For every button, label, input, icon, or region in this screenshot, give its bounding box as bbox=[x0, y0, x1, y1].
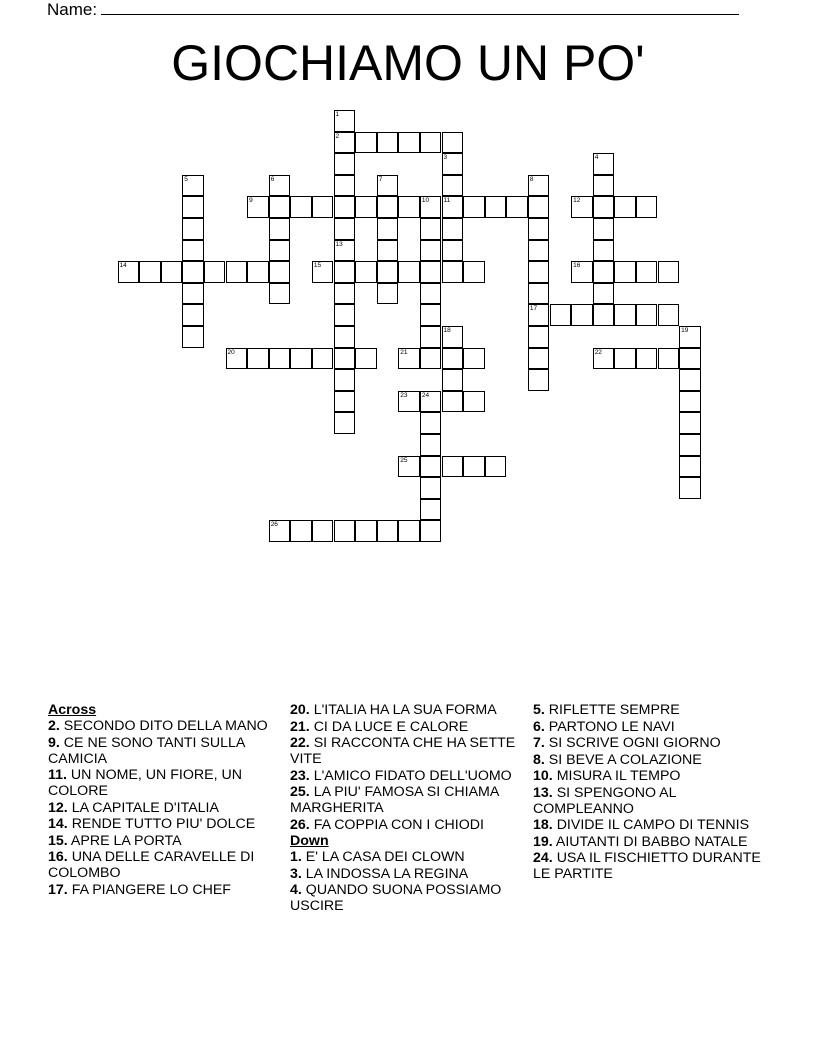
down-clue bbox=[533, 850, 761, 882]
clue-column-2 bbox=[290, 702, 518, 915]
clue-text: PARTONO LE NAVI bbox=[548, 718, 675, 735]
clue-text: SECONDO DITO DELLA MANO bbox=[63, 718, 268, 734]
crossword-cell[interactable] bbox=[593, 196, 615, 218]
crossword-cell[interactable] bbox=[679, 348, 701, 370]
cell-number: 18 bbox=[443, 327, 451, 334]
crossword-cell[interactable] bbox=[528, 326, 550, 348]
crossword-cell[interactable] bbox=[334, 132, 356, 154]
crossword-cell[interactable] bbox=[182, 304, 204, 326]
clue-text: UNA DELLE CARAVELLE DI COLOMBO bbox=[48, 849, 255, 881]
down-clue bbox=[533, 834, 761, 850]
crossword-cell[interactable] bbox=[420, 261, 442, 283]
clue-number: 3. bbox=[290, 865, 302, 882]
clue-text: RENDE TUTTO PIU' DOLCE bbox=[71, 816, 256, 832]
cell-number: 6 bbox=[270, 175, 275, 183]
crossword-cell[interactable] bbox=[398, 520, 420, 542]
crossword-cell[interactable] bbox=[636, 196, 658, 218]
crossword-cell[interactable] bbox=[528, 348, 550, 370]
down-clue bbox=[290, 849, 518, 865]
crossword-cell[interactable] bbox=[269, 261, 291, 283]
clue-number: 2. bbox=[48, 718, 60, 734]
crossword-cell[interactable] bbox=[182, 196, 204, 218]
crossword-cell[interactable] bbox=[247, 196, 269, 218]
crossword-cell[interactable] bbox=[614, 348, 636, 370]
clue-number: 17. bbox=[48, 881, 68, 898]
cell-number: 8 bbox=[529, 175, 534, 183]
crossword-cell[interactable] bbox=[420, 434, 442, 456]
crossword-cell[interactable] bbox=[334, 153, 356, 175]
crossword-cell[interactable] bbox=[355, 132, 377, 154]
crossword-cell[interactable] bbox=[161, 261, 183, 283]
clue-number: 1. bbox=[290, 849, 302, 865]
crossword-cell[interactable] bbox=[182, 240, 204, 262]
clue-number: 7. bbox=[533, 735, 545, 751]
cell-number: 3 bbox=[443, 154, 448, 162]
crossword-cell[interactable] bbox=[204, 261, 226, 283]
crossword-cell[interactable] bbox=[528, 175, 550, 197]
clue-number: 26. bbox=[290, 816, 310, 833]
crossword-cell[interactable] bbox=[442, 132, 464, 154]
crossword-cell[interactable] bbox=[182, 326, 204, 348]
crossword-cell[interactable] bbox=[442, 153, 464, 175]
crossword-cell[interactable] bbox=[398, 261, 420, 283]
crossword-cell[interactable] bbox=[463, 391, 485, 413]
crossword-cell[interactable] bbox=[269, 240, 291, 262]
down-clue bbox=[533, 785, 761, 817]
clue-number: 8. bbox=[533, 751, 545, 768]
clue-text: DIVIDE IL CAMPO DI TENNIS bbox=[556, 817, 750, 833]
clue-text: RIFLETTE SEMPRE bbox=[548, 702, 680, 718]
crossword-cell[interactable] bbox=[398, 132, 420, 154]
cell-number: 23 bbox=[400, 391, 408, 399]
crossword-cell[interactable] bbox=[679, 326, 701, 348]
clue-text: CE NE SONO TANTI SULLA CAMICIA bbox=[48, 734, 245, 767]
crossword-cell[interactable] bbox=[614, 196, 636, 218]
crossword-cell[interactable] bbox=[355, 520, 377, 542]
crossword-cell[interactable] bbox=[247, 261, 269, 283]
clue-number: 22. bbox=[290, 735, 310, 751]
clue-text: SI BEVE A COLAZIONE bbox=[548, 751, 702, 768]
cell-number: 12 bbox=[573, 197, 581, 205]
crossword-cell[interactable] bbox=[636, 304, 658, 326]
clue-number: 20. bbox=[290, 702, 310, 718]
cell-number: 13 bbox=[335, 240, 343, 248]
down-heading: Down bbox=[290, 833, 329, 849]
cell-number: 7 bbox=[378, 175, 383, 183]
crossword-cell[interactable] bbox=[312, 261, 334, 283]
crossword-cell[interactable] bbox=[312, 196, 334, 218]
crossword-cell[interactable] bbox=[463, 456, 485, 478]
clue-text: QUANDO SUONA POSSIAMO USCIRE bbox=[290, 882, 502, 914]
crossword-cell[interactable] bbox=[334, 110, 356, 132]
crossword-cell[interactable] bbox=[334, 304, 356, 326]
crossword-cell[interactable] bbox=[226, 348, 248, 370]
clue-number: 25. bbox=[290, 784, 310, 800]
crossword-cell[interactable] bbox=[420, 499, 442, 521]
crossword-cell[interactable] bbox=[420, 283, 442, 305]
crossword-cell[interactable] bbox=[269, 520, 291, 542]
crossword-cell[interactable] bbox=[420, 456, 442, 478]
cell-number: 10 bbox=[421, 197, 430, 205]
crossword-cell[interactable] bbox=[398, 456, 420, 478]
cell-number: 11 bbox=[443, 197, 451, 205]
crossword-cell[interactable] bbox=[182, 283, 204, 305]
clue-number: 19. bbox=[533, 833, 553, 850]
clue-number: 13. bbox=[533, 784, 553, 801]
clue-number: 5. bbox=[533, 702, 545, 718]
crossword-cell[interactable] bbox=[442, 218, 464, 240]
crossword-cell[interactable] bbox=[442, 261, 464, 283]
crossword-cell[interactable] bbox=[334, 326, 356, 348]
clue-number: 16. bbox=[48, 849, 68, 865]
across-clue bbox=[290, 784, 518, 816]
crossword-cell[interactable] bbox=[290, 196, 312, 218]
clue-column-3 bbox=[533, 702, 761, 883]
crossword-cell[interactable] bbox=[614, 261, 636, 283]
clue-column-1 bbox=[48, 702, 276, 898]
crossword-cell[interactable] bbox=[355, 348, 377, 370]
across-clue bbox=[48, 718, 276, 734]
crossword-cell[interactable] bbox=[571, 261, 593, 283]
crossword-cell[interactable] bbox=[334, 412, 356, 434]
cell-number: 16 bbox=[573, 262, 581, 270]
crossword-cell[interactable] bbox=[290, 348, 312, 370]
crossword-cell[interactable] bbox=[377, 196, 399, 218]
crossword-cell[interactable] bbox=[377, 240, 399, 262]
crossword-cell[interactable] bbox=[442, 196, 464, 218]
crossword-cell[interactable] bbox=[593, 240, 615, 262]
crossword-cell[interactable] bbox=[528, 369, 550, 391]
crossword-cell[interactable] bbox=[420, 326, 442, 348]
crossword-cell[interactable] bbox=[182, 175, 204, 197]
clue-text: AIUTANTI DI BABBO NATALE bbox=[555, 833, 748, 850]
cell-number: 1 bbox=[335, 111, 340, 118]
crossword-cell[interactable] bbox=[593, 261, 615, 283]
crossword-cell[interactable] bbox=[420, 132, 442, 154]
clue-text: USA IL FISCHIETTO DURANTE LE PARTITE bbox=[533, 850, 761, 882]
crossword-cell[interactable] bbox=[528, 304, 550, 326]
clue-text: E' LA CASA DEI CLOWN bbox=[305, 849, 465, 865]
crossword-cell[interactable] bbox=[420, 196, 442, 218]
crossword-cell[interactable] bbox=[355, 261, 377, 283]
crossword-cell[interactable] bbox=[528, 218, 550, 240]
crossword-cell[interactable] bbox=[679, 412, 701, 434]
across-clue bbox=[48, 849, 276, 881]
cell-number: 26 bbox=[270, 521, 278, 529]
down-clue bbox=[533, 768, 761, 784]
crossword-cell[interactable] bbox=[463, 261, 485, 283]
crossword-cell[interactable] bbox=[334, 175, 356, 197]
clue-text: L'AMICO FIDATO DELL'UOMO bbox=[313, 767, 512, 784]
crossword-cell[interactable] bbox=[506, 196, 528, 218]
crossword-cell[interactable] bbox=[269, 283, 291, 305]
crossword-cell[interactable] bbox=[398, 196, 420, 218]
crossword-cell[interactable] bbox=[312, 520, 334, 542]
across-clue bbox=[290, 702, 518, 718]
crossword-cell[interactable] bbox=[463, 196, 485, 218]
crossword-cell[interactable] bbox=[593, 175, 615, 197]
clue-text: MISURA IL TEMPO bbox=[556, 768, 681, 784]
crossword-cell[interactable] bbox=[442, 456, 464, 478]
cell-number: 2 bbox=[335, 132, 340, 140]
cell-number: 19 bbox=[681, 327, 689, 334]
crossword-cell[interactable] bbox=[226, 261, 248, 283]
across-clue bbox=[48, 833, 276, 849]
cell-number: 25 bbox=[400, 456, 408, 464]
crossword-cell[interactable] bbox=[334, 391, 356, 413]
crossword-cell[interactable] bbox=[420, 218, 442, 240]
crossword-cell[interactable] bbox=[614, 304, 636, 326]
clue-text: LA INDOSSA LA REGINA bbox=[305, 865, 469, 882]
crossword-cell[interactable] bbox=[420, 477, 442, 499]
crossword-cell[interactable] bbox=[528, 196, 550, 218]
crossword-cell[interactable] bbox=[182, 218, 204, 240]
crossword-cell[interactable] bbox=[442, 326, 464, 348]
clue-number: 14. bbox=[48, 816, 68, 832]
crossword-cell[interactable] bbox=[420, 412, 442, 434]
crossword-cell[interactable] bbox=[334, 196, 356, 218]
crossword-cell[interactable] bbox=[290, 520, 312, 542]
clue-text: L'ITALIA HA LA SUA FORMA bbox=[313, 702, 497, 718]
crossword-cell[interactable] bbox=[247, 348, 269, 370]
cell-number: 15 bbox=[313, 262, 322, 270]
clue-text: APRE LA PORTA bbox=[70, 832, 182, 849]
crossword-cell[interactable] bbox=[398, 391, 420, 413]
clue-text: FA PIANGERE LO CHEF bbox=[71, 881, 231, 898]
down-clue bbox=[290, 866, 518, 882]
down-clue bbox=[533, 702, 761, 718]
cell-number: 14 bbox=[119, 262, 127, 270]
cell-number: 9 bbox=[249, 197, 253, 205]
crossword-cell[interactable] bbox=[679, 456, 701, 478]
crossword-cell[interactable] bbox=[269, 218, 291, 240]
down-clue bbox=[533, 817, 761, 833]
crossword-cell[interactable] bbox=[442, 240, 464, 262]
crossword-cell[interactable] bbox=[679, 391, 701, 413]
crossword-cell[interactable] bbox=[658, 261, 680, 283]
down-clue bbox=[533, 719, 761, 735]
clue-text: SI SCRIVE OGNI GIORNO bbox=[548, 735, 721, 751]
clue-number: 10. bbox=[533, 768, 553, 784]
clue-number: 23. bbox=[290, 767, 310, 784]
crossword-cell[interactable] bbox=[334, 240, 356, 262]
crossword-cell[interactable] bbox=[334, 283, 356, 305]
crossword-cell[interactable] bbox=[312, 348, 334, 370]
crossword-cell[interactable] bbox=[571, 304, 593, 326]
crossword-cell[interactable] bbox=[118, 261, 140, 283]
clue-number: 9. bbox=[48, 734, 60, 751]
clue-number: 18. bbox=[533, 817, 553, 833]
crossword-cell[interactable] bbox=[182, 261, 204, 283]
crossword-cell[interactable] bbox=[355, 196, 377, 218]
down-clue bbox=[290, 882, 518, 914]
page-title: GIOCHIAMO UN PO' bbox=[171, 35, 645, 91]
crossword-cell[interactable] bbox=[528, 240, 550, 262]
clue-number: 6. bbox=[533, 718, 545, 735]
across-clue bbox=[290, 719, 518, 735]
clue-text: SI RACCONTA CHE HA SETTE VITE bbox=[290, 735, 516, 767]
across-clue bbox=[290, 768, 518, 784]
name-label: Name: bbox=[47, 0, 98, 19]
cell-number: 4 bbox=[594, 154, 599, 162]
crossword-cell[interactable] bbox=[550, 304, 572, 326]
crossword-cell[interactable] bbox=[334, 369, 356, 391]
across-clue bbox=[48, 816, 276, 832]
crossword-cell[interactable] bbox=[593, 348, 615, 370]
crossword-cell[interactable] bbox=[636, 261, 658, 283]
clue-number: 24. bbox=[533, 850, 553, 866]
crossword-cell[interactable] bbox=[420, 240, 442, 262]
crossword-cell[interactable] bbox=[377, 520, 399, 542]
cell-number: 17 bbox=[529, 305, 538, 313]
across-clue bbox=[290, 735, 518, 767]
crossword-cell[interactable] bbox=[528, 283, 550, 305]
crossword-cell[interactable] bbox=[377, 261, 399, 283]
crossword-cell[interactable] bbox=[420, 520, 442, 542]
crossword-cell[interactable] bbox=[593, 218, 615, 240]
clue-text: LA CAPITALE D'ITALIA bbox=[71, 799, 219, 816]
crossword-cell[interactable] bbox=[442, 175, 464, 197]
crossword-cell[interactable] bbox=[658, 304, 680, 326]
crossword-cell[interactable] bbox=[463, 348, 485, 370]
crossword-cell[interactable] bbox=[377, 175, 399, 197]
crossword-cell[interactable] bbox=[420, 348, 442, 370]
crossword-cell[interactable] bbox=[679, 369, 701, 391]
clue-number: 21. bbox=[290, 718, 310, 735]
clue-text: CI DA LUCE E CALORE bbox=[313, 718, 469, 735]
across-clue bbox=[290, 817, 518, 833]
across-heading: Across bbox=[48, 702, 97, 718]
crossword-cell[interactable] bbox=[334, 520, 356, 542]
crossword-cell[interactable] bbox=[377, 218, 399, 240]
crossword-cell[interactable] bbox=[398, 348, 420, 370]
crossword-cell[interactable] bbox=[528, 261, 550, 283]
crossword-cell[interactable] bbox=[679, 477, 701, 499]
crossword-cell[interactable] bbox=[442, 391, 464, 413]
clue-text: UN NOME, UN FIORE, UN COLORE bbox=[48, 767, 242, 799]
clue-number: 15. bbox=[48, 832, 68, 849]
crossword-cell[interactable] bbox=[636, 348, 658, 370]
across-clue bbox=[48, 800, 276, 816]
crossword-cell[interactable] bbox=[334, 218, 356, 240]
crossword-cell[interactable] bbox=[334, 261, 356, 283]
crossword-cell[interactable] bbox=[485, 456, 507, 478]
across-clue bbox=[48, 735, 276, 767]
crossword-cell[interactable] bbox=[269, 175, 291, 197]
crossword-cell[interactable] bbox=[593, 304, 615, 326]
crossword-cell[interactable] bbox=[593, 283, 615, 305]
crossword-cell[interactable] bbox=[420, 391, 442, 413]
across-clue bbox=[48, 767, 276, 799]
crossword-cell[interactable] bbox=[571, 196, 593, 218]
crossword-cell[interactable] bbox=[442, 348, 464, 370]
crossword-cell[interactable] bbox=[139, 261, 161, 283]
across-clue bbox=[48, 882, 276, 898]
crossword-cell[interactable] bbox=[420, 304, 442, 326]
crossword-cell[interactable] bbox=[377, 283, 399, 305]
cell-number: 20 bbox=[227, 348, 235, 356]
cell-number: 22 bbox=[594, 348, 602, 356]
crossword-cell[interactable] bbox=[269, 196, 291, 218]
crossword-cell[interactable] bbox=[334, 348, 356, 370]
clue-number: 4. bbox=[290, 882, 302, 898]
crossword-cell[interactable] bbox=[377, 132, 399, 154]
crossword-cell[interactable] bbox=[658, 348, 680, 370]
clue-number: 12. bbox=[48, 799, 68, 816]
crossword-cell[interactable] bbox=[269, 348, 291, 370]
down-clue bbox=[533, 752, 761, 768]
clue-text: SI SPENGONO AL COMPLEANNO bbox=[533, 784, 677, 817]
cell-number: 5 bbox=[184, 175, 188, 183]
crossword-cell[interactable] bbox=[442, 369, 464, 391]
cell-number: 24 bbox=[421, 391, 430, 399]
clue-number: 11. bbox=[48, 767, 67, 783]
down-clue bbox=[533, 735, 761, 751]
cell-number: 21 bbox=[400, 348, 408, 356]
crossword-cell[interactable] bbox=[593, 153, 615, 175]
clue-text: FA COPPIA CON I CHIODI bbox=[313, 816, 484, 833]
clue-text: LA PIU' FAMOSA SI CHIAMA MARGHERITA bbox=[290, 784, 499, 816]
crossword-cell[interactable] bbox=[679, 434, 701, 456]
crossword-cell[interactable] bbox=[485, 196, 507, 218]
